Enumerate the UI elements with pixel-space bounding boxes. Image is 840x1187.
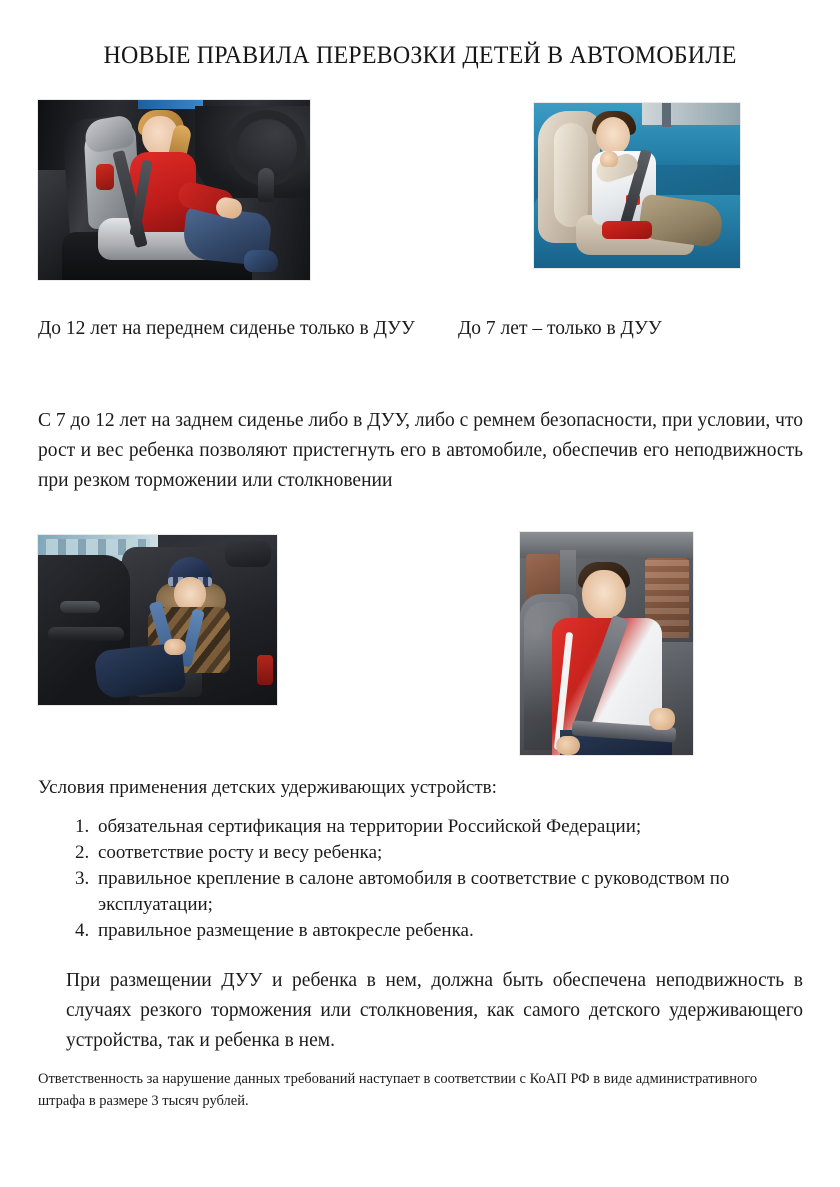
- photo-boy-winter-booster: [38, 535, 277, 705]
- conditions-heading: Условия применения детских удерживающих устройств:: [38, 777, 497, 798]
- photo-teen-seatbelt: [520, 532, 693, 755]
- child-seat-padding: [554, 123, 588, 227]
- door-armrest: [48, 627, 124, 641]
- caption-under-seven: До 7 лет – только в ДУУ: [458, 318, 662, 339]
- footnote-penalty: Ответственность за нарушение данных требований наступает в соответствии с КоАП РФ в виде административного штрафа в размере 3 тысяч рублей.: [38, 1071, 758, 1109]
- child-shoe: [244, 250, 278, 272]
- child-head: [596, 117, 630, 155]
- window-post: [662, 103, 671, 127]
- rear-headrest: [225, 541, 271, 567]
- door-handle: [60, 601, 100, 613]
- photo-toddler-thumbs-up: [534, 103, 740, 268]
- rear-window: [642, 103, 740, 125]
- list-item: 1. обязательная сертификация на территории Российской Федерации;: [94, 814, 834, 840]
- list-item: 4. правильное размещение в автокресле ребенка.: [94, 918, 834, 944]
- window-strip: [138, 100, 203, 109]
- caption-front-seat: До 12 лет на переднем сиденье только в ДУУ: [38, 318, 415, 339]
- photo-girl-front-seat: [38, 100, 310, 280]
- gear-lever: [258, 168, 274, 202]
- list-item: 3. правильное крепление в салоне автомобиля в соответствие с руководством по эксплуатации;: [94, 866, 834, 917]
- teen-head: [582, 570, 626, 620]
- harness-buckle: [602, 221, 652, 239]
- teen-left-hand: [556, 736, 580, 755]
- teen-right-hand: [649, 708, 675, 730]
- child-hand: [164, 639, 186, 655]
- thumbs-up-hand: [600, 151, 618, 167]
- list-item: 2. соответствие росту и весу ребенка;: [94, 840, 834, 866]
- child-head: [174, 577, 206, 611]
- paragraph-rear-seat-rule: С 7 до 12 лет на заднем сиденье либо в ДУУ, либо с ремнем безопасности, при условии, что рост и вес ребенка позволяют пристегнуть его в автомобиле, обеспечив его неподвижность при резком торможении или столкновении: [38, 410, 803, 491]
- page-title: НОВЫЕ ПРАВИЛА ПЕРЕВОЗКИ ДЕТЕЙ В АВТОМОБИЛЕ: [103, 40, 737, 69]
- conditions-list: [60, 814, 834, 944]
- seat-belt-buckle: [257, 655, 273, 685]
- paragraph-immobility-requirement: При размещении ДУУ и ребенка в нем, должна быть обеспечена неподвижность в случаях резкого торможения или столкновения, как самого детского удерживающего устройства, так и ребенка в нем.: [66, 970, 803, 1051]
- seat-belt-guide: [96, 164, 114, 190]
